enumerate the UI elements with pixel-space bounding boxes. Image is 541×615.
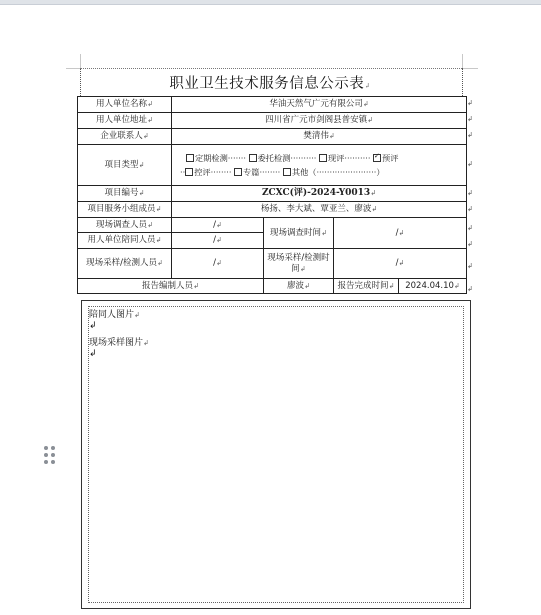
paragraph-mark: ↲: [89, 349, 97, 359]
drag-handle-icon[interactable]: [44, 446, 56, 466]
checkbox-periodic[interactable]: [186, 154, 194, 162]
survey-staff-value[interactable]: /↲: [172, 218, 264, 233]
team-label[interactable]: 项目服务小组成员↲: [78, 202, 172, 218]
margin-guide: [462, 54, 463, 68]
accompany-value[interactable]: /↲: [172, 233, 264, 249]
accompany-photo-label[interactable]: 陪同人图片↲: [89, 310, 140, 320]
project-no-value[interactable]: ZCXC(评)-2024-Y0013↲: [172, 186, 467, 202]
checkbox-control-eval[interactable]: [185, 168, 193, 176]
sampling-photo-label[interactable]: 现场采样图片↲: [89, 338, 149, 348]
sampling-staff-label[interactable]: 现场采样/检测人员↲: [78, 249, 172, 279]
report-done-label[interactable]: 报告完成时间↲: [334, 279, 399, 294]
report-done-value[interactable]: 2024.04.10↲: [399, 279, 467, 294]
checkbox-special[interactable]: [234, 168, 242, 176]
row-end-mark: ↲: [467, 160, 473, 168]
text-boundary: [80, 68, 462, 69]
row-end-mark: ↲: [467, 205, 473, 213]
unit-name-label[interactable]: 用人单位名称↲: [78, 97, 172, 113]
project-no-label[interactable]: 项目编号↲: [78, 186, 172, 202]
accompany-label[interactable]: 用人单位陪同人员↲: [78, 233, 172, 249]
row-end-mark: ↲: [467, 224, 473, 232]
survey-time-value[interactable]: /↲: [334, 218, 467, 249]
sampling-staff-value[interactable]: /↲: [172, 249, 264, 279]
unit-address-label[interactable]: 用人单位地址↲: [78, 113, 172, 129]
paragraph-mark: ↲: [89, 321, 97, 331]
report-author-label[interactable]: 报告编制人员↲: [78, 279, 264, 294]
row-end-mark: ↲: [467, 99, 473, 107]
page-title[interactable]: 职业卫生技术服务信息公示表↲: [169, 76, 371, 92]
survey-staff-label[interactable]: 现场调查人员↲: [78, 218, 172, 233]
sampling-time-label[interactable]: 现场采样/检测时间↲: [264, 249, 334, 279]
report-author-value[interactable]: 廖波↲: [264, 279, 334, 294]
sampling-time-value[interactable]: /↲: [334, 249, 467, 279]
project-type-options[interactable]: 定期检测······· 委托检测·········· 现评·········· ✓预评 ·· 控评········ 专篇········ 其他（·······················）: [172, 145, 467, 186]
margin-guide: [80, 54, 81, 68]
checkbox-other[interactable]: [283, 168, 291, 176]
row-end-mark: ↲: [467, 262, 473, 270]
margin-guide: [462, 68, 478, 69]
text-boundary: [80, 68, 81, 96]
unit-address-value[interactable]: 四川省广元市剑阁县普安镇↲: [172, 113, 467, 129]
text-boundary: [462, 68, 463, 96]
row-end-mark: ↲: [467, 131, 473, 139]
survey-time-label[interactable]: 现场调查时间↲: [264, 218, 334, 249]
checkbox-commissioned[interactable]: [249, 154, 257, 162]
row-end-mark: ↲: [467, 285, 473, 293]
margin-guide: [66, 68, 80, 69]
contact-value[interactable]: 樊清伟↲: [172, 129, 467, 145]
project-type-label[interactable]: 项目类型↲: [78, 145, 172, 186]
unit-name-value[interactable]: 华油天然气广元有限公司↲: [172, 97, 467, 113]
photo-area[interactable]: [81, 300, 471, 609]
row-end-mark: ↲: [467, 189, 473, 197]
contact-label[interactable]: 企业联系人↲: [78, 129, 172, 145]
row-end-mark: ↲: [467, 115, 473, 123]
checkbox-status-eval[interactable]: [319, 154, 327, 162]
team-value[interactable]: 杨扬、李大斌、覃亚兰、廖波↲: [172, 202, 467, 218]
row-end-mark: ↲: [467, 240, 473, 248]
checkbox-pre-eval[interactable]: [373, 154, 381, 162]
info-table: [77, 96, 467, 294]
photo-text-frame: [88, 306, 464, 603]
